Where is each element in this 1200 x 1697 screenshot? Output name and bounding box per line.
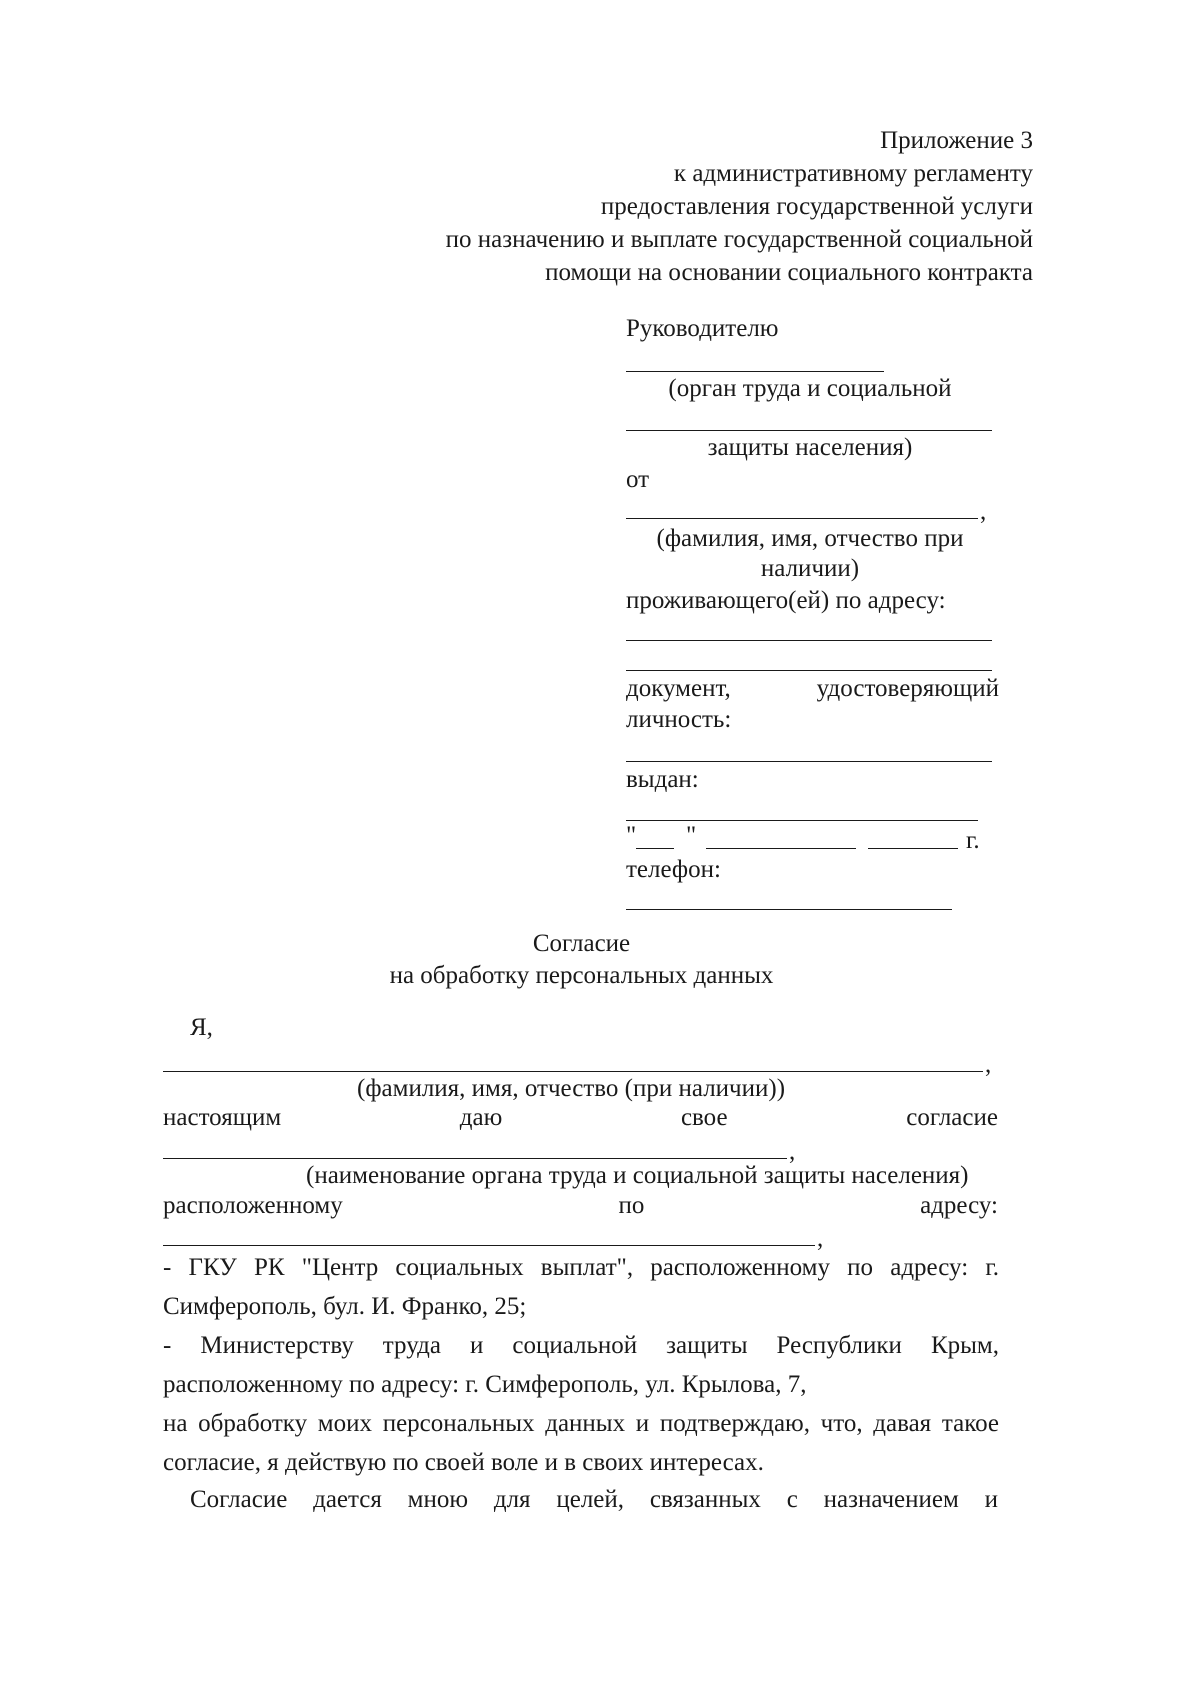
fio-full-blank-line[interactable]	[163, 1071, 983, 1072]
id-doc-word: документ,	[626, 675, 731, 702]
id-doc-label-2: личность:	[626, 706, 732, 733]
list-item-2-line-1	[163, 1326, 999, 1365]
consent-line	[163, 1104, 998, 1132]
located-word: адресу:	[920, 1192, 998, 1219]
date-year-blank[interactable]	[868, 848, 958, 849]
header-line: к административному регламенту	[673, 160, 1033, 187]
id-doc-word: удостоверяющий	[816, 675, 999, 702]
located-word: расположенному	[163, 1192, 343, 1219]
org-hint: (орган труда и социальной	[668, 375, 952, 402]
consent-word: даю	[459, 1104, 503, 1131]
consent-word: согласие	[906, 1104, 998, 1131]
purpose-word: дается	[313, 1486, 382, 1513]
header-line: Приложение 3	[880, 127, 1033, 154]
issued-label: выдан:	[626, 766, 699, 793]
comma: ,	[985, 1051, 992, 1078]
phone-label: телефон:	[626, 856, 721, 883]
located-word: по	[618, 1192, 645, 1219]
i-label: Я,	[190, 1014, 213, 1041]
org-hint-2: защиты населения)	[707, 434, 913, 461]
list-item-1-line-1	[163, 1248, 999, 1287]
org-blank-line-2[interactable]	[626, 430, 992, 431]
address-label: проживающего(ей) по адресу:	[626, 587, 946, 614]
consent-statement-line-1	[163, 1404, 999, 1443]
purpose-word: назначением	[823, 1486, 959, 1513]
header-line: предоставления государственной услуги	[600, 193, 1033, 220]
purpose-line	[190, 1486, 998, 1514]
located-line	[163, 1192, 998, 1220]
from-label: от	[626, 466, 650, 493]
purpose-word: мною	[407, 1486, 469, 1513]
purpose-word: Согласие	[190, 1486, 288, 1513]
doc-title: Согласие	[532, 930, 631, 957]
purpose-word: с	[786, 1486, 798, 1513]
consent-word: свое	[680, 1104, 728, 1131]
header-line: помощи на основании социального контракта	[545, 259, 1033, 286]
fio-blank-line[interactable]	[626, 518, 978, 519]
issued-blank-line[interactable]	[626, 820, 978, 821]
list-item-2-line-2: расположенному по адресу: г. Симферополь, ул. Крылова, 7,	[163, 1371, 807, 1398]
date-month-blank[interactable]	[706, 848, 856, 849]
recipients-list	[163, 1248, 999, 1482]
org-name-blank-line[interactable]	[163, 1158, 787, 1159]
comma: ,	[817, 1225, 824, 1252]
consent-statement-line-2: согласие, я действую по своей воле и в своих интересах.	[163, 1449, 764, 1476]
fio-hint: (фамилия, имя, отчество (при наличии))	[357, 1075, 786, 1102]
consent-word: настоящим	[163, 1104, 282, 1131]
year-suffix: г.	[966, 827, 980, 854]
header-line: по назначению и выплате государственной социальной	[445, 226, 1033, 253]
date-quote-close: "	[686, 822, 697, 849]
list-item-text: - ГКУ РК "Центр социальных выплат", расположенному по адресу: г.	[163, 1254, 999, 1281]
addressee-to: Руководителю	[626, 315, 779, 342]
org-name-hint: (наименование органа труда и социальной защиты населения)	[306, 1162, 969, 1189]
address-blank-line-1[interactable]	[626, 640, 992, 641]
consent-text: на обработку моих персональных данных и подтверждаю, что, давая такое	[163, 1410, 999, 1437]
purpose-word: связанных	[649, 1486, 761, 1513]
fio-hint: (фамилия, имя, отчество при	[656, 525, 964, 552]
org-blank-line[interactable]	[626, 371, 884, 372]
appendix-header	[446, 124, 1033, 289]
date-day-blank[interactable]	[636, 848, 674, 849]
comma: ,	[789, 1138, 796, 1165]
phone-blank-line[interactable]	[626, 909, 952, 910]
id-doc-label	[626, 675, 999, 703]
date-quote-open: "	[626, 822, 637, 849]
address-blank-line-2[interactable]	[626, 670, 992, 671]
located-address-blank-line[interactable]	[163, 1245, 815, 1246]
doc-subtitle: на обработку персональных данных	[389, 962, 774, 989]
purpose-word: и	[984, 1486, 998, 1513]
id-doc-blank-line[interactable]	[626, 761, 992, 762]
list-item-1-line-2: Симферополь, бул. И. Франко, 25;	[163, 1293, 527, 1320]
purpose-word: для	[493, 1486, 531, 1513]
fio-hint-2: наличии)	[760, 555, 860, 582]
list-item-text: - Министерству труда и социальной защиты Республики Крым,	[163, 1332, 999, 1359]
comma: ,	[980, 498, 987, 525]
purpose-word: целей,	[556, 1486, 625, 1513]
